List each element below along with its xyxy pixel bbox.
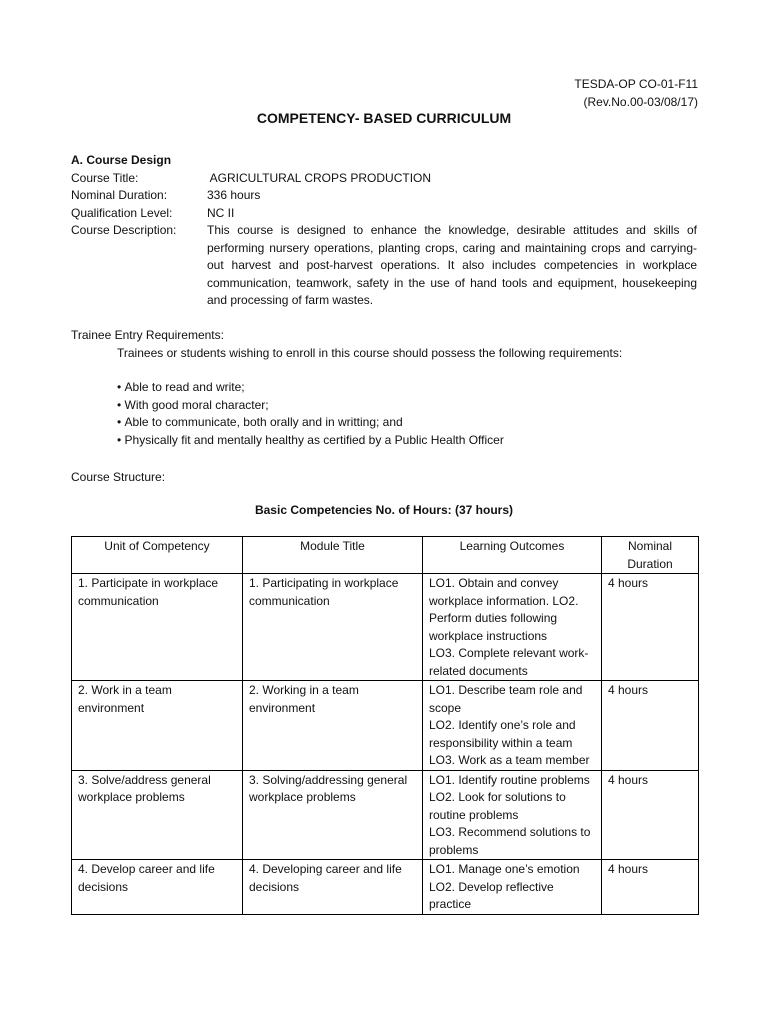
- column-header: Unit of Competency: [72, 537, 243, 574]
- entry-requirements-intro: Trainees or students wishing to enroll in this course should possess the following requirements:: [117, 345, 623, 360]
- course-design-heading: A. Course Design: [71, 153, 172, 167]
- table-row: [72, 574, 699, 681]
- module-cell: 3. Solving/addressing general workplace problems: [243, 770, 423, 860]
- field-value: NC II: [207, 205, 235, 220]
- learning-outcome: LO2. Identify one’s role and responsibility within a team: [429, 718, 576, 750]
- form-code-number: TESDA-OP CO-01-F11: [574, 77, 698, 91]
- requirements-list: [117, 379, 697, 449]
- module-cell: 2. Working in a team environment: [243, 681, 423, 771]
- course-design-section: [71, 152, 697, 310]
- learning-outcome: LO1. Identify routine problems: [429, 772, 590, 787]
- duration-cell: 4 hours: [602, 681, 699, 771]
- document-title: COMPETENCY- BASED CURRICULUM: [256, 110, 512, 126]
- field-label: Course Title:: [71, 170, 139, 185]
- duration-cell: 4 hours: [602, 574, 699, 681]
- table-row: [72, 770, 699, 860]
- course-structure-heading: Course Structure:: [71, 470, 166, 484]
- unit-cell: 3. Solve/address general workplace problems: [72, 770, 243, 860]
- learning-outcome: LO2. Develop reflective practice: [429, 879, 554, 911]
- field-course-description: [71, 222, 697, 310]
- field-value: This course is designed to enhance the knowledge, desirable attitudes and skills of performing nursery operations, planting crops, caring and maintaining crops and carrying-out harvest and post-harvest operations. It also includes competencies in workplace communication, teamwork, safety in the use of hand tools and equipment, housekeeping and processing of farm wastes.: [207, 223, 697, 307]
- field-value: AGRICULTURAL CROPS PRODUCTION: [207, 170, 432, 185]
- learning-outcome: LO3. Work as a team member: [429, 753, 590, 767]
- list-item: • With good moral character;: [117, 397, 697, 415]
- entry-requirements-heading: Trainee Entry Requirements:: [71, 328, 224, 342]
- table-row: [72, 860, 699, 915]
- list-item: • Able to communicate, both orally and in writting; and: [117, 414, 697, 432]
- column-header: Module Title: [243, 537, 423, 574]
- learning-outcome: LO1. Manage one’s emotion: [429, 862, 580, 876]
- column-header: Nominal Duration: [602, 537, 699, 574]
- learning-outcome: LO3. Complete relevant work-related documents: [429, 646, 589, 678]
- learning-outcome: LO1. Describe team role and scope: [429, 683, 583, 715]
- field-label: Qualification Level:: [71, 205, 173, 220]
- form-code: [574, 76, 698, 111]
- field-label: Course Description:: [71, 223, 177, 237]
- field-value: 336 hours: [207, 188, 261, 202]
- outcomes-cell: [423, 770, 602, 860]
- basic-competencies-heading: Basic Competencies No. of Hours: (37 hours): [254, 503, 514, 517]
- learning-outcome: LO2. Look for solutions to routine problems: [429, 790, 566, 822]
- learning-outcome: LO3. Recommend solutions to problems: [429, 825, 591, 857]
- module-cell: 1. Participating in workplace communication: [243, 574, 423, 681]
- form-revision: (Rev.No.00-03/08/17): [583, 94, 698, 109]
- unit-cell: 4. Develop career and life decisions: [72, 860, 243, 915]
- column-header: Learning Outcomes: [423, 537, 602, 574]
- outcomes-cell: [423, 860, 602, 915]
- unit-cell: 2. Work in a team environment: [72, 681, 243, 771]
- competency-table: [71, 536, 699, 915]
- duration-cell: 4 hours: [602, 770, 699, 860]
- list-item: • Able to read and write;: [117, 379, 697, 397]
- field-label: Nominal Duration:: [71, 188, 168, 202]
- entry-requirements-section: [71, 327, 697, 449]
- module-cell: 4. Developing career and life decisions: [243, 860, 423, 915]
- table-row: [72, 681, 699, 771]
- field-qualification-level: [71, 205, 697, 223]
- outcomes-cell: [423, 574, 602, 681]
- list-item: • Physically fit and mentally healthy as certified by a Public Health Officer: [117, 432, 697, 450]
- duration-cell: 4 hours: [602, 860, 699, 915]
- field-course-title: [71, 170, 697, 188]
- outcomes-cell: [423, 681, 602, 771]
- learning-outcome: LO1. Obtain and convey workplace information. LO2. Perform duties following workplace instructions: [429, 576, 579, 643]
- unit-cell: 1. Participate in workplace communication: [72, 574, 243, 681]
- table-header-row: [72, 537, 699, 574]
- field-nominal-duration: [71, 187, 697, 205]
